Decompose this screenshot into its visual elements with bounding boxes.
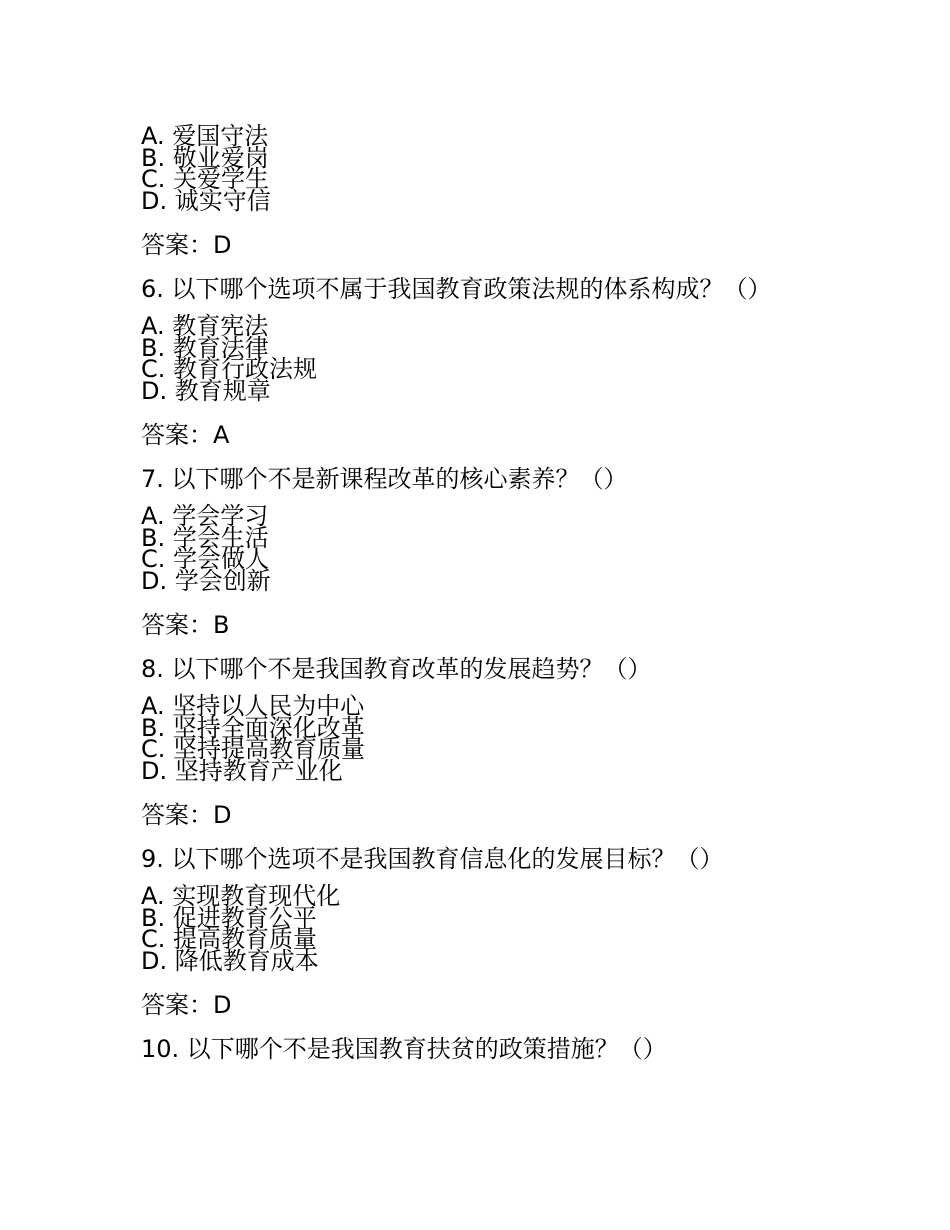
option-b: B. 学会生活: [141, 523, 269, 552]
option-b: B. 敬业爱岗: [141, 143, 269, 172]
option-d: D. 学会创新: [141, 566, 271, 595]
question-block-9: [141, 844, 901, 1020]
answer-text: 答案：D: [141, 231, 232, 259]
document-page: [141, 122, 901, 1076]
question-block-6: [141, 274, 901, 450]
option-c: C. 关爱学生: [141, 165, 270, 193]
answer-text: 答案：D: [141, 801, 232, 829]
option-list: [141, 692, 901, 785]
option-a: A. 教育宪法: [141, 312, 269, 340]
question-text: 9. 以下哪个选项不是我国教育信息化的发展目标？（）: [141, 845, 724, 873]
question-text: 6. 以下哪个选项不属于我国教育政策法规的体系构成？（）: [141, 275, 772, 303]
option-list: [141, 312, 901, 405]
option-a: A. 学会学习: [141, 502, 269, 530]
option-d: D. 坚持教育产业化: [141, 756, 343, 785]
answer-text: 答案：D: [141, 991, 232, 1019]
question-block-5: [141, 122, 901, 260]
option-c: C. 学会做人: [141, 545, 270, 573]
question-block-10: [141, 1034, 901, 1064]
question-text: 10. 以下哪个不是我国教育扶贫的政策措施？（）: [141, 1035, 667, 1063]
option-d: D. 降低教育成本: [141, 946, 319, 975]
option-c: C. 提高教育质量: [141, 925, 318, 953]
option-d: D. 诚实守信: [141, 186, 271, 215]
question-text: 7. 以下哪个不是新课程改革的核心素养？（）: [141, 465, 628, 493]
option-a: A. 爱国守法: [141, 122, 269, 150]
question-block-7: [141, 464, 901, 640]
answer-text: 答案：B: [141, 611, 230, 639]
option-c: C. 坚持提高教育质量: [141, 735, 366, 763]
option-b: B. 教育法律: [141, 333, 269, 362]
option-b: B. 促进教育公平: [141, 903, 317, 932]
question-block-8: [141, 654, 901, 830]
option-d: D. 教育规章: [141, 376, 271, 405]
option-b: B. 坚持全面深化改革: [141, 713, 365, 742]
answer-text: 答案：A: [141, 421, 230, 449]
option-c: C. 教育行政法规: [141, 355, 318, 383]
option-a: A. 坚持以人民为中心: [141, 692, 365, 720]
option-list: [141, 502, 901, 595]
option-a: A. 实现教育现代化: [141, 882, 341, 910]
option-list: [141, 122, 901, 215]
question-text: 8. 以下哪个不是我国教育改革的发展趋势？（）: [141, 655, 652, 683]
option-list: [141, 882, 901, 975]
